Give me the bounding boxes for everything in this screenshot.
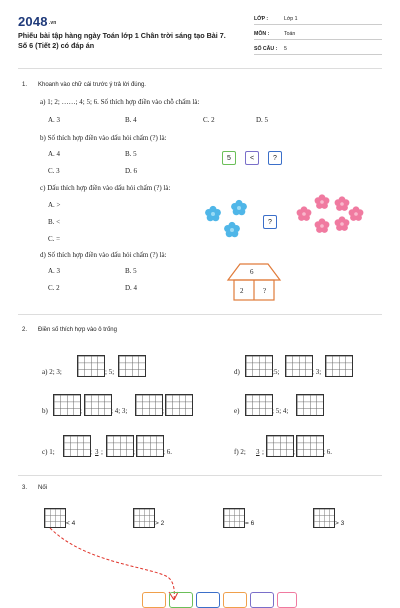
- row-b-sep3: ;: [162, 407, 164, 415]
- answer-grid-f2[interactable]: [296, 435, 324, 457]
- row-e-sep1: ; 5; 4;: [272, 407, 289, 415]
- row-f-label: f) 2;: [234, 448, 246, 456]
- row-c-given-number: 3: [95, 448, 99, 456]
- answer-box-2[interactable]: [169, 592, 193, 608]
- pink-flower-icon: [315, 218, 330, 233]
- answer-box-1[interactable]: [142, 592, 166, 608]
- document-title: Phiếu bài tập hàng ngày Toán lớp 1 Chân trời sáng tạo Bài 7. Số 6 (Tiết 2) có đáp án: [18, 31, 226, 50]
- answer-grid-c3[interactable]: [136, 435, 164, 457]
- option-d-C[interactable]: C. 2: [48, 284, 60, 292]
- pink-flower-icon: [297, 206, 312, 221]
- row-a-label: a) 2; 3;: [42, 368, 62, 376]
- option-d-A[interactable]: A. 3: [48, 267, 61, 275]
- house-right-number: ?: [263, 287, 267, 295]
- question-c-stem: c) Dấu thích hợp điền vào dấu hỏi chấm (?) là:: [40, 184, 171, 192]
- brand-logo: 2048.vn: [18, 14, 57, 29]
- match-label-2: > 2: [155, 520, 165, 527]
- option-c-C[interactable]: C. =: [48, 235, 61, 243]
- answer-grid-c2[interactable]: [106, 435, 134, 457]
- row-b-sep1: ;: [80, 407, 82, 415]
- option-b-B[interactable]: B. 5: [125, 150, 137, 158]
- pink-flower-icon: [349, 206, 364, 221]
- section-1-title: 1. Khoanh vào chữ cái trước ý trả lời đúng.: [22, 82, 146, 88]
- answer-grid-d1[interactable]: [245, 355, 273, 377]
- section-3-title: 3. Nối: [22, 485, 48, 491]
- match-grid-3[interactable]: [223, 508, 245, 528]
- row-d-sep2: ; 3;: [312, 368, 322, 376]
- answer-box-3[interactable]: [196, 592, 220, 608]
- match-dashed-line: [44, 526, 184, 600]
- compare-box-question: ?: [268, 151, 282, 165]
- row-a-sep: ; 5;: [105, 368, 115, 376]
- option-a-A[interactable]: A. 3: [48, 116, 61, 124]
- answer-grid-b3[interactable]: [135, 394, 163, 416]
- answer-box-4[interactable]: [223, 592, 247, 608]
- row-e-label: e): [234, 407, 240, 415]
- pink-flower-icon: [315, 194, 330, 209]
- match-grid-1[interactable]: [44, 508, 66, 528]
- row-f-given-number: 3: [256, 448, 260, 456]
- answer-grid-e2[interactable]: [296, 394, 324, 416]
- answer-grid-b1[interactable]: [53, 394, 81, 416]
- answer-grid-d3[interactable]: [325, 355, 353, 377]
- match-grid-4[interactable]: [313, 508, 335, 528]
- question-d-stem: d) Số thích hợp điền vào dấu hỏi chấm (?) là:: [40, 251, 167, 259]
- option-c-A[interactable]: A. >: [48, 201, 61, 209]
- house-diagram: [224, 260, 284, 302]
- question-c-box: ?: [263, 215, 277, 229]
- match-label-1: < 4: [66, 520, 76, 527]
- row-d-label: d): [234, 368, 240, 376]
- row-f-sep3: ;: [293, 448, 295, 456]
- blue-flower-icon: [231, 200, 247, 215]
- answer-grid-b4[interactable]: [165, 394, 193, 416]
- row-c-sep2: ;: [101, 448, 103, 456]
- answer-grid-c1[interactable]: [63, 435, 91, 457]
- row-b-sep2: ; 4; 3;: [111, 407, 128, 415]
- option-d-D[interactable]: D. 4: [125, 284, 138, 292]
- row-c-end: ; 6.: [163, 448, 172, 456]
- question-a-stem: a) 1; 2; ……; 4; 5; 6. Số thích hợp điền vào chỗ chấm là:: [40, 98, 200, 106]
- compare-box-left: 5: [222, 151, 236, 165]
- answer-grid-a1[interactable]: [77, 355, 105, 377]
- pink-flower-icon: [335, 196, 350, 211]
- option-a-D[interactable]: D. 5: [256, 116, 269, 124]
- blue-flower-icon: [205, 206, 221, 221]
- row-c-sep3: ;: [133, 448, 135, 456]
- answer-grid-f1[interactable]: [266, 435, 294, 457]
- option-b-A[interactable]: A. 4: [48, 150, 61, 158]
- answer-grid-d2[interactable]: [285, 355, 313, 377]
- answer-grid-b2[interactable]: [84, 394, 112, 416]
- blue-flower-icon: [224, 222, 240, 237]
- section-2-title: 2. Điền số thích hợp vào ô trống: [22, 327, 117, 333]
- row-f-sep2: ;: [262, 448, 264, 456]
- match-grid-2[interactable]: [133, 508, 155, 528]
- option-a-B[interactable]: B. 4: [125, 116, 137, 124]
- answer-grid-a2[interactable]: [118, 355, 146, 377]
- row-b-label: b): [42, 407, 48, 415]
- answer-box-5[interactable]: [250, 592, 274, 608]
- match-label-4: > 3: [335, 520, 345, 527]
- option-c-B[interactable]: B. <: [48, 218, 61, 226]
- row-c-label: c) 1;: [42, 448, 55, 456]
- meta-question-count: SỐ CÂU : 5: [254, 44, 382, 55]
- option-b-C[interactable]: C. 3: [48, 167, 60, 175]
- header-divider: [18, 68, 382, 69]
- answer-grid-e1[interactable]: [245, 394, 273, 416]
- match-label-3: = 6: [245, 520, 255, 527]
- answer-box-6[interactable]: [277, 592, 297, 608]
- meta-subject: MÔN : Toán: [254, 29, 382, 40]
- question-b-stem: b) Số thích hợp điền vào dấu hỏi chấm (?) là:: [40, 134, 167, 142]
- house-left-number: 2: [240, 287, 244, 295]
- option-b-D[interactable]: D. 6: [125, 167, 138, 175]
- compare-box-sign: <: [245, 151, 259, 165]
- blue-flowers-group: [198, 198, 258, 244]
- row-c-sep1: ;: [90, 448, 92, 456]
- section-divider-1: [18, 314, 382, 315]
- option-d-B[interactable]: B. 5: [125, 267, 137, 275]
- row-d-sep1: ;5;: [272, 368, 280, 376]
- pink-flower-icon: [335, 216, 350, 231]
- option-a-C[interactable]: C. 2: [203, 116, 215, 124]
- house-top-number: 6: [250, 268, 254, 276]
- section-divider-2: [18, 475, 382, 476]
- pink-flowers-group: [294, 192, 364, 240]
- row-f-end: ; 6.: [323, 448, 332, 456]
- meta-class: LỚP : Lớp 1: [254, 14, 382, 25]
